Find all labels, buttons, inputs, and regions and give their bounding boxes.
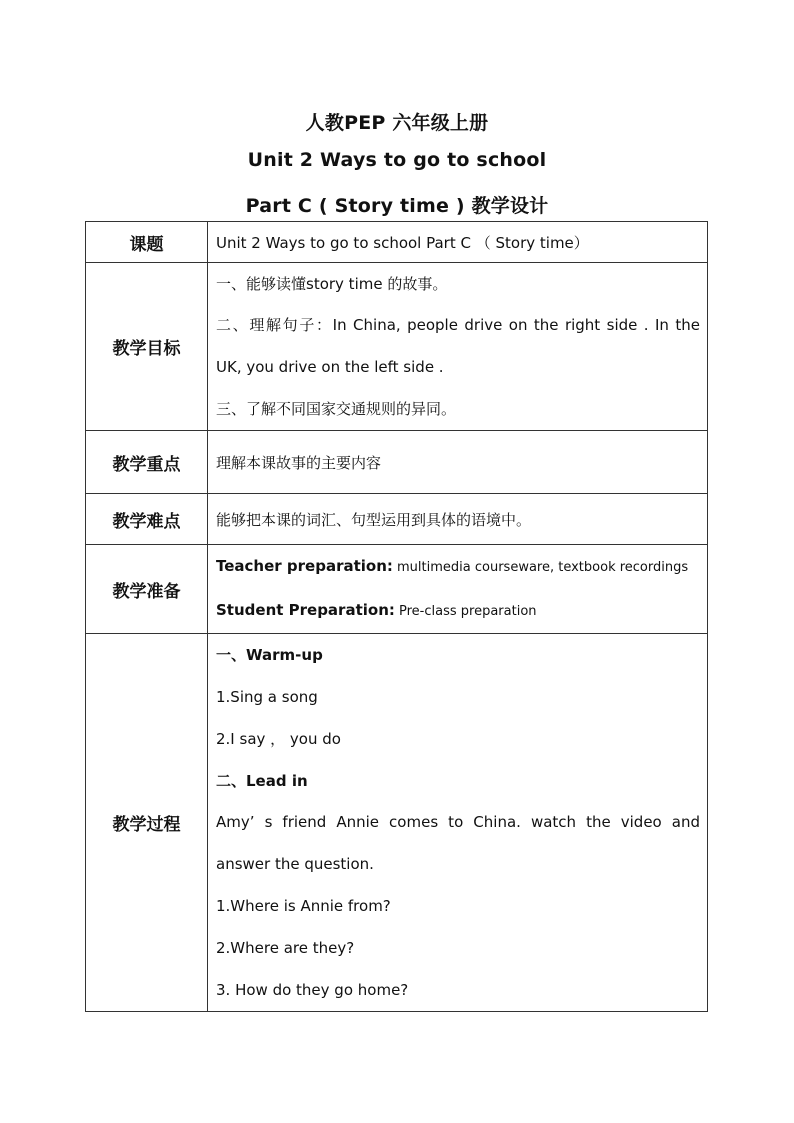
objective-item: 二、理解句子：In China, people drive on the right side . In the UK, you drive on the left side . <box>216 316 700 376</box>
process-row <box>86 634 708 1012</box>
preparation-row <box>86 545 708 634</box>
key-points-value: 理解本课故事的主要内容 <box>208 431 708 494</box>
difficulties-row <box>86 494 708 545</box>
warmup-heading: 一、Warm-up <box>216 646 323 664</box>
key-points-row <box>86 431 708 494</box>
lesson-plan-table <box>85 221 708 1012</box>
key-points-label: 教学重点 <box>86 431 208 494</box>
preparation-label: 教学准备 <box>86 545 208 634</box>
objective-item: 三、了解不同国家交通规则的异同。 <box>216 400 457 418</box>
document-title-unit: Unit 2 Ways to go to school <box>247 149 547 171</box>
difficulties-value: 能够把本课的词汇、句型运用到具体的语境中。 <box>208 494 708 545</box>
process-label: 教学过程 <box>86 634 208 1012</box>
topic-value: Unit 2 Ways to go to school Part C （ Story time） <box>208 222 708 263</box>
topic-row <box>86 222 708 263</box>
lead-in-heading: 二、Lead in <box>216 772 308 790</box>
student-preparation-value: Pre-class preparation <box>394 604 537 619</box>
topic-label: 课题 <box>86 222 208 263</box>
document-title-part: Part C ( Story time ) 教学设计 <box>245 195 549 217</box>
process-content <box>208 634 708 1012</box>
student-preparation <box>216 589 700 633</box>
student-preparation-label: Student Preparation: <box>216 601 395 619</box>
teacher-preparation-label: Teacher preparation: <box>216 557 393 575</box>
difficulties-label: 教学难点 <box>86 494 208 545</box>
preparation-content <box>208 545 708 634</box>
lead-in-question: 3. How do they go home? <box>216 981 409 999</box>
objectives-content <box>208 263 708 431</box>
process-step: 2.I say ， you do <box>216 730 341 748</box>
lead-in-question: 2.Where are they? <box>216 939 355 957</box>
objective-item: 一、能够读懂story time 的故事。 <box>216 275 448 293</box>
teacher-preparation <box>216 545 700 589</box>
objectives-label: 教学目标 <box>86 263 208 431</box>
objectives-row <box>86 263 708 431</box>
lead-in-question: 1.Where is Annie from? <box>216 897 391 915</box>
lead-in-paragraph: Amy’ s friend Annie comes to China. watch the video and answer the question. <box>216 813 700 873</box>
document-title-grade: 人教PEP 六年级上册 <box>305 112 489 134</box>
process-step: 1.Sing a song <box>216 688 318 706</box>
teacher-preparation-value: multimedia courseware, textbook recordings <box>392 560 689 575</box>
